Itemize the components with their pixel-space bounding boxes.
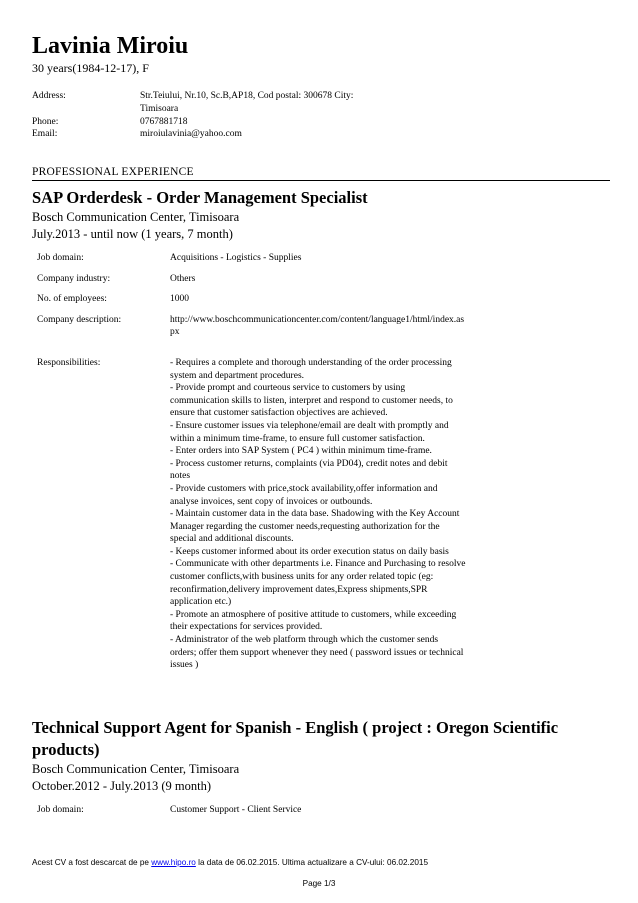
responsibility-line: - Promote an atmosphere of positive attitude to customers, while exceeding: [170, 609, 457, 620]
email-label: Email:: [32, 129, 58, 140]
responsibility-line: Manager regarding the customer needs,requesting authorization for the: [170, 521, 440, 532]
responsibility-line: - Administrator of the web platform through which the customer sends: [170, 635, 439, 646]
page-number: Page 1/3: [302, 879, 336, 888]
contact-email-row: [32, 128, 592, 141]
responsibility-line: ensure that customer satisfaction objectives are achieved.: [170, 408, 388, 419]
responsibility-line: - Requires a complete and thorough understanding of the order processing: [170, 357, 452, 368]
detail-row: Job domain: Customer Support - Client Service: [37, 805, 302, 815]
responsibility-line: - Keeps customer informed about its order execution status on daily basis: [170, 546, 449, 557]
responsibility-line: - Provide customers with price,stock availability,offer information and: [170, 483, 438, 494]
responsibility-line: within a minimum time-frame, to ensure full customer satisfaction.: [170, 433, 425, 444]
responsibility-line: system and department procedures.: [170, 370, 305, 381]
phone-value: 0767881718: [140, 116, 188, 127]
contact-phone-row: [32, 116, 592, 129]
responsibilities-list: [170, 357, 505, 672]
responsibility-line: notes: [170, 471, 191, 482]
job-period: July.2013 - until now (1 years, 7 month): [32, 227, 233, 241]
phone-label: Phone:: [32, 116, 59, 127]
footer-note: Acest CV a fost descarcat de pe www.hipo.ro la data de 06.02.2015. Ultima actualizare a CV-ului: 06.02.2015: [32, 858, 428, 867]
responsibility-line: their expectations for services provided.: [170, 622, 323, 633]
responsibility-line: special and additional discounts.: [170, 534, 294, 545]
detail-row: Company description: http://www.boschcommunicationcenter.com/content/language1/html/index.as px: [37, 314, 610, 339]
email-value: miroiulavinia@yahoo.com: [140, 129, 242, 140]
job-title: SAP Orderdesk - Order Management Specialist: [32, 188, 368, 207]
contact-block: [32, 90, 592, 141]
job-company: Bosch Communication Center, Timisoara: [32, 762, 240, 776]
job-details: [37, 804, 610, 817]
section-title: PROFESSIONAL EXPERIENCE: [32, 165, 610, 181]
detail-row: Job domain: Acquisitions - Logistics - Supplies: [37, 253, 302, 263]
responsibility-line: analyse invoices, sent copy of invoices or outbounds.: [170, 496, 373, 507]
job-company: Bosch Communication Center, Timisoara: [32, 210, 240, 224]
job-entry: [32, 717, 610, 825]
responsibility-line: issues ): [170, 660, 199, 671]
responsibility-line: communication skills to listen, interpret and respond to customer needs, to: [170, 395, 453, 406]
detail-row: No. of employees: 1000: [37, 294, 189, 305]
job-details: [37, 252, 610, 672]
responsibility-line: application etc.): [170, 597, 232, 608]
responsibility-line: - Provide prompt and courteous service to customers by using: [170, 383, 406, 394]
responsibility-line: customer conflicts,with business units for any order related topic (eg:: [170, 572, 434, 583]
responsibility-line: orders; offer them support whenever they need ( password issues or technical: [170, 647, 464, 658]
contact-address-row: [32, 90, 592, 116]
age-gender: 30 years(1984-12-17), F: [32, 61, 149, 75]
responsibility-line: - Communicate with other departments i.e. Finance and Purchasing to resolve: [170, 559, 466, 570]
job-entry: [32, 187, 610, 680]
address-label: Address:: [32, 91, 66, 101]
candidate-name: Lavinia Miroiu: [32, 33, 189, 59]
job-title: Technical Support Agent for Spanish - English ( project : Oregon Scientific products): [32, 718, 559, 759]
address-value: Str.Teiului, Nr.10, Sc.B,AP18, Cod postal: 300678 City: Timisoara: [140, 91, 354, 114]
responsibility-line: - Ensure customer issues via telephone/email are dealt with promptly and: [170, 420, 449, 431]
responsibility-line: - Enter orders into SAP System ( PC4 ) within minimum time-frame.: [170, 446, 432, 457]
detail-row: Company industry: Others: [37, 273, 196, 284]
hipo-link[interactable]: www.hipo.ro: [151, 858, 196, 867]
responsibility-line: - Maintain customer data in the data base. Shadowing with the Key Account: [170, 509, 460, 520]
responsibility-line: reconfirmation,delivery improvement dates,Express shipments,SPR: [170, 584, 428, 595]
responsibility-line: - Process customer returns, complaints (via PD04), credit notes and debit: [170, 458, 448, 469]
responsibilities-row: Responsibilities: - Requires a complete and thorough understanding of the order processing system and department procedures. - Provide prompt and courteous service to customers by using communication skills to listen, interpret and respond to customer needs, to ensure that customer satisfaction objectives are achieved. - Ensure customer issues via telephone/email are dealt with promptly and within a minimum time-frame, to ensure full customer satisfaction. - Enter orders into SAP System ( PC4 ) within minimum time-frame. - Process customer returns, complaints (via PD04), credit notes and debit notes - Provide customers with price,stock availability,offer information and analyse invoices, sent copy of invoices or outbounds. - Maintain customer data in the data base. Shadowing with the Key Account Manager regarding the customer needs,requesting authorization for the special and additional discounts. - Keeps customer informed about its order execution status on daily basis - Communicate with other departments i.e. Finance and Purchasing to resolve customer conflicts,with business units for any order related topic (eg: reconfirmation,delivery improvement dates,Express shipments,SPR application etc.) - Promote an atmosphere of positive attitude to customers, while exceeding their expectations for services provided. - Administrator of the web platform through which the customer sends orders; offer them support whenever they need ( password issues or technical issues ): [37, 357, 610, 672]
job-period: October.2012 - July.2013 (9 month): [32, 779, 212, 793]
company-url: http://www.boschcommunicationcenter.com/content/language1/html/index.as: [170, 314, 465, 325]
